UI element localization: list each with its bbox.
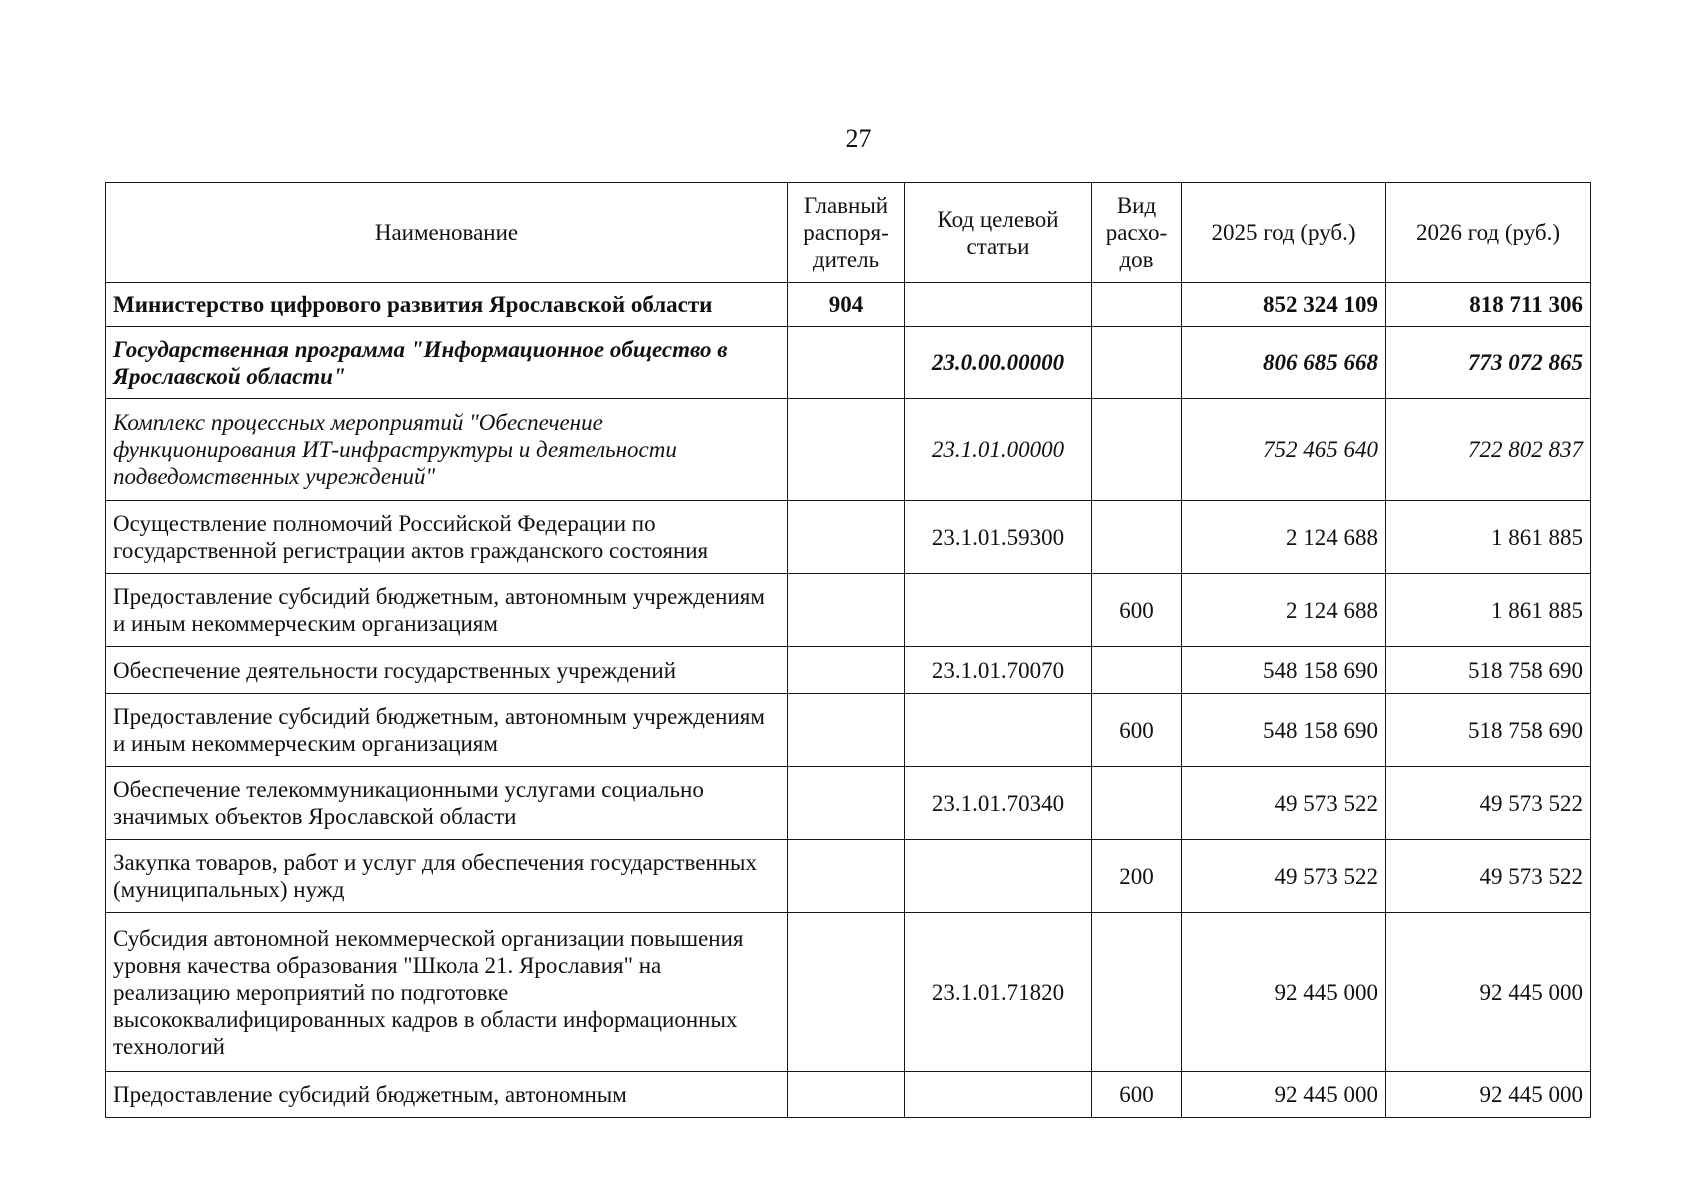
cell-vid: 600 bbox=[1092, 574, 1182, 647]
cell-2025: 548 158 690 bbox=[1182, 647, 1386, 694]
cell-name: Осуществление полномочий Российской Федерации по государственной регистрации актов гражданского состояния bbox=[106, 501, 788, 574]
cell-2026: 92 445 000 bbox=[1386, 1072, 1591, 1118]
cell-vid: 600 bbox=[1092, 694, 1182, 767]
table-row bbox=[106, 399, 1591, 501]
cell-grbs bbox=[788, 574, 905, 647]
cell-grbs bbox=[788, 1072, 905, 1118]
cell-code bbox=[905, 840, 1092, 913]
cell-vid: 600 bbox=[1092, 1072, 1182, 1118]
table-row bbox=[106, 647, 1591, 694]
cell-name: Предоставление субсидий бюджетным, автономным учреждениям и иным некоммерческим организациям bbox=[106, 694, 788, 767]
cell-name: Министерство цифрового развития Ярославской области bbox=[106, 283, 788, 327]
cell-name: Субсидия автономной некоммерческой организации повышения уровня качества образования "Школа 21. Ярославия" на реализацию мероприятий по подготовке высококвалифицированных кадров в области информационных технологий bbox=[106, 913, 788, 1072]
header-vid: Вид расхо- дов bbox=[1092, 183, 1182, 283]
cell-code: 23.1.01.00000 bbox=[905, 399, 1092, 501]
table-header-row bbox=[106, 183, 1591, 283]
cell-name: Предоставление субсидий бюджетным, автономным bbox=[106, 1072, 788, 1118]
header-name: Наименование bbox=[106, 183, 788, 283]
cell-grbs bbox=[788, 694, 905, 767]
cell-2026: 49 573 522 bbox=[1386, 840, 1591, 913]
cell-code: 23.1.01.70070 bbox=[905, 647, 1092, 694]
page-number: 27 bbox=[845, 124, 872, 153]
table-row bbox=[106, 327, 1591, 399]
cell-code: 23.1.01.59300 bbox=[905, 501, 1092, 574]
cell-vid bbox=[1092, 647, 1182, 694]
budget-table bbox=[105, 182, 1591, 1118]
cell-2026: 49 573 522 bbox=[1386, 767, 1591, 840]
table-row bbox=[106, 694, 1591, 767]
table-row bbox=[106, 840, 1591, 913]
cell-2025: 2 124 688 bbox=[1182, 574, 1386, 647]
cell-2026: 722 802 837 bbox=[1386, 399, 1591, 501]
cell-2026: 773 072 865 bbox=[1386, 327, 1591, 399]
header-2026: 2026 год (руб.) bbox=[1386, 183, 1591, 283]
cell-vid: 200 bbox=[1092, 840, 1182, 913]
header-2025: 2025 год (руб.) bbox=[1182, 183, 1386, 283]
cell-code bbox=[905, 283, 1092, 327]
cell-name: Закупка товаров, работ и услуг для обеспечения государственных (муниципальных) нужд bbox=[106, 840, 788, 913]
cell-code bbox=[905, 694, 1092, 767]
cell-2026: 1 861 885 bbox=[1386, 501, 1591, 574]
cell-2025: 2 124 688 bbox=[1182, 501, 1386, 574]
table-row bbox=[106, 767, 1591, 840]
header-code: Код целевой статьи bbox=[905, 183, 1092, 283]
cell-grbs bbox=[788, 327, 905, 399]
cell-grbs: 904 bbox=[788, 283, 905, 327]
cell-2025: 548 158 690 bbox=[1182, 694, 1386, 767]
cell-2025: 806 685 668 bbox=[1182, 327, 1386, 399]
cell-2026: 92 445 000 bbox=[1386, 913, 1591, 1072]
cell-2025: 852 324 109 bbox=[1182, 283, 1386, 327]
cell-2025: 92 445 000 bbox=[1182, 913, 1386, 1072]
cell-name: Обеспечение деятельности государственных учреждений bbox=[106, 647, 788, 694]
cell-2025: 92 445 000 bbox=[1182, 1072, 1386, 1118]
cell-code: 23.1.01.70340 bbox=[905, 767, 1092, 840]
cell-code bbox=[905, 1072, 1092, 1118]
cell-vid bbox=[1092, 913, 1182, 1072]
cell-2025: 49 573 522 bbox=[1182, 767, 1386, 840]
cell-name: Обеспечение телекоммуникационными услугами социально значимых объектов Ярославской области bbox=[106, 767, 788, 840]
cell-2026: 1 861 885 bbox=[1386, 574, 1591, 647]
cell-name: Государственная программа "Информационное общество в Ярославской области" bbox=[106, 327, 788, 399]
table-row bbox=[106, 913, 1591, 1072]
cell-2026: 818 711 306 bbox=[1386, 283, 1591, 327]
table-row bbox=[106, 501, 1591, 574]
cell-grbs bbox=[788, 501, 905, 574]
cell-grbs bbox=[788, 913, 905, 1072]
cell-vid bbox=[1092, 327, 1182, 399]
cell-name: Предоставление субсидий бюджетным, автономным учреждениям и иным некоммерческим организациям bbox=[106, 574, 788, 647]
cell-name: Комплекс процессных мероприятий "Обеспечение функционирования ИТ-инфраструктуры и деятельности подведомственных учреждений" bbox=[106, 399, 788, 501]
cell-code: 23.1.01.71820 bbox=[905, 913, 1092, 1072]
cell-code: 23.0.00.00000 bbox=[905, 327, 1092, 399]
table-body bbox=[106, 283, 1591, 1118]
cell-grbs bbox=[788, 767, 905, 840]
cell-2026: 518 758 690 bbox=[1386, 647, 1591, 694]
cell-vid bbox=[1092, 399, 1182, 501]
cell-grbs bbox=[788, 647, 905, 694]
header-grbs: Главный распоря- дитель bbox=[788, 183, 905, 283]
cell-2025: 49 573 522 bbox=[1182, 840, 1386, 913]
table-row bbox=[106, 574, 1591, 647]
cell-vid bbox=[1092, 283, 1182, 327]
table-row bbox=[106, 283, 1591, 327]
cell-vid bbox=[1092, 501, 1182, 574]
table-row bbox=[106, 1072, 1591, 1118]
cell-vid bbox=[1092, 767, 1182, 840]
cell-code bbox=[905, 574, 1092, 647]
cell-grbs bbox=[788, 399, 905, 501]
cell-2025: 752 465 640 bbox=[1182, 399, 1386, 501]
cell-grbs bbox=[788, 840, 905, 913]
cell-2026: 518 758 690 bbox=[1386, 694, 1591, 767]
